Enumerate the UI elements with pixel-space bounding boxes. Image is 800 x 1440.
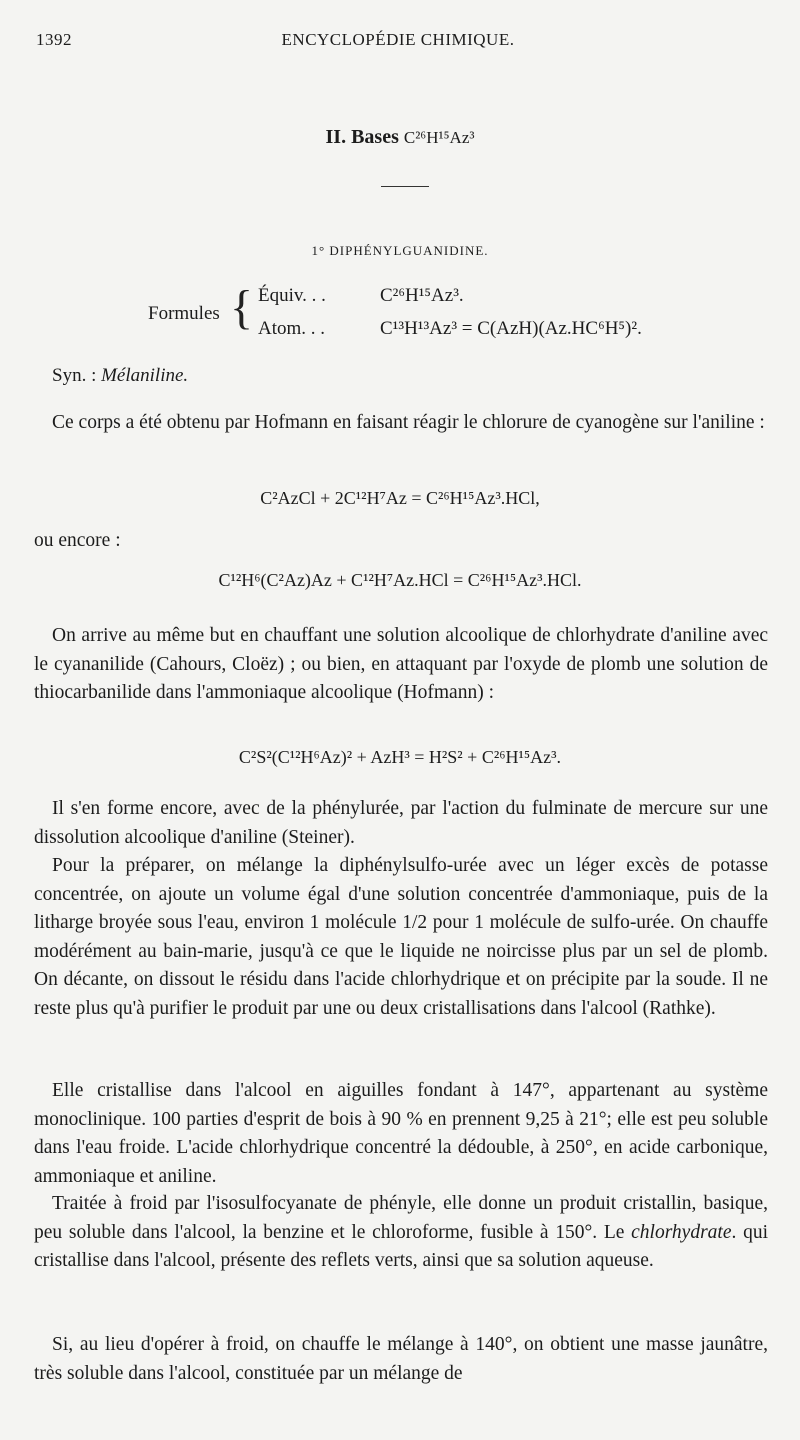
paragraph-6-text-a: Traitée à froid par l'isosulfocyanate de phényle, elle donne un produit cristallin, basique, peu soluble dans l'alcool, la benzine et le chloroforme, fusible à 150°. Le [34, 1193, 768, 1243]
paragraph-5 [34, 1077, 768, 1191]
formula-row-equiv [258, 285, 464, 307]
paragraph-1-text: Ce corps a été obtenu par Hofmann en faisant réagir le chlorure de cyanogène sur l'aniline : [52, 412, 765, 433]
paragraph-7 [34, 1331, 768, 1388]
paragraph-6 [34, 1190, 768, 1276]
compound-heading: 1° DIPHÉNYLGUANIDINE. [311, 243, 489, 258]
paragraph-3-text: Il s'en forme encore, avec de la phénylurée, par l'action du fulminate de mercure sur une dissolution alcoolique d'aniline (Steiner). [34, 798, 768, 848]
equiv-label: Équiv. . . [258, 285, 326, 306]
paragraph-2-text: On arrive au même but en chauffant une solution alcoolique de chlorhydrate d'aniline avec le cyananilide (Cahours, Cloëz) ; ou bien, en attaquant par l'oxyde de plomb une solution de thiocarbanilide dans l'ammoniaque alcoolique (Hofmann) : [34, 625, 768, 703]
paragraph-2 [34, 622, 768, 708]
formulas-label: Formules [148, 303, 220, 324]
divider-rule [381, 186, 429, 187]
synonym-line [52, 365, 188, 387]
paragraph-1 [34, 409, 768, 438]
paragraph-4 [34, 852, 768, 1023]
equation-3: C²S²(C¹²H⁶Az)² + AzH³ = H²S² + C²⁶H¹⁵Az³. [238, 747, 562, 767]
equation-1: C²AzCl + 2C¹²H⁷Az = C²⁶H¹⁵Az³.HCl, [260, 488, 540, 508]
atom-label: Atom. . . [258, 318, 326, 339]
paragraph-4-text: Pour la préparer, on mélange la diphénylsulfo-urée avec un léger excès de potasse concentrée, on ajoute un volume égal d'une solution concentrée d'ammoniaque, puis de la litharge broyée sous l'eau, environ 1 molécule 1/2 pour 1 molécule de sulfo-urée. On chauffe modérément au bain-marie, jusqu'à ce que le liquide ne noircisse plus par un sel de plomb. On décante, on dissout le résidu dans l'acide chlorhydrique et on précipite par la soude. Il ne reste plus qu'à purifier le produit par une ou deux cristallisations dans l'alcool (Rathke). [34, 855, 768, 1019]
equation-2: C¹²H⁶(C²Az)Az + C¹²H⁷Az.HCl = C²⁶H¹⁵Az³.HCl. [218, 570, 582, 590]
chlorhydrate-term: chlorhydrate [631, 1221, 732, 1243]
formula-row-atom [258, 318, 642, 340]
running-title: ENCYCLOPÉDIE CHIMIQUE. [281, 30, 515, 49]
paragraph-7-text: Si, au lieu d'opérer à froid, on chauffe le mélange à 140°, on obtient une masse jaunâtre, très soluble dans l'alcool, constituée par un mélange de [34, 1334, 768, 1384]
section-title [0, 126, 800, 149]
paragraph-5-text: Elle cristallise dans l'alcool en aiguilles fondant à 147°, appartenant au système monoclinique. 100 parties d'esprit de bois à 90 % en prennent 9,25 à 21°; elle est peu soluble dans l'eau froide. L'acide chlorhydrique concentré la dédouble, à 250°, en acide carbonique, ammoniaque et aniline. [34, 1080, 768, 1187]
equiv-value: C²⁶H¹⁵Az³. [380, 285, 464, 306]
brace-symbol: { [230, 281, 254, 334]
synonym-prefix: Syn. : [52, 365, 102, 386]
section-title-text: II. Bases [325, 126, 399, 148]
section-formula: C²⁶H¹⁵Az³ [403, 128, 475, 147]
paragraph-6-text-b: . qui cristallise dans l'alcool, présente des reflets verts, ainsi que sa solution aqueuse. [34, 1221, 769, 1271]
synonym-name: Mélaniline. [101, 365, 189, 386]
page-number: 1392 [36, 30, 72, 49]
atom-value: C¹³H¹³Az³ = C(AzH)(Az.HC⁶H⁵)². [380, 318, 642, 339]
paragraph-3 [34, 795, 768, 852]
or-again-text: ou encore : [34, 530, 121, 551]
